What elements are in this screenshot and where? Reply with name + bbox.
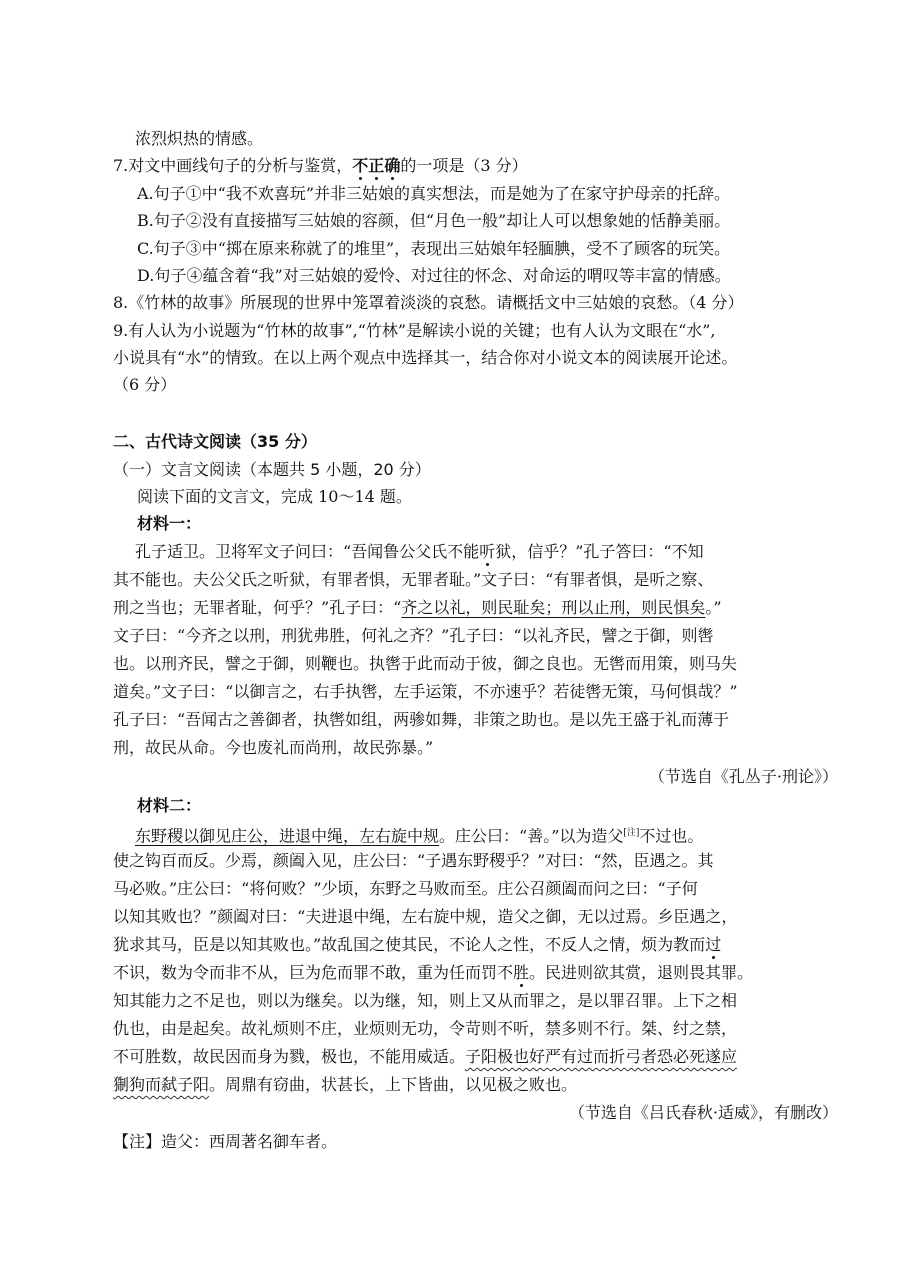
material2-line-1-mid: 。庄公曰：“善。”以为造父 <box>439 826 624 846</box>
footnote: 【注】造父：西周著名御车者。 <box>113 1132 338 1151</box>
q7-stem-neg-3: 确 <box>384 156 401 175</box>
q8-text: 8.《竹林的故事》所展现的世界中笼罩着淡淡的哀愁。请概括文中三姑娘的哀愁。（4 分） <box>113 293 744 312</box>
q7-option-b: B.句子②没有直接描写三姑娘的容颜，但“月色一般”却让人可以想象她的恬静美丽。 <box>137 211 731 230</box>
material2-heading: 材料二： <box>137 796 202 815</box>
material2-line-6-pre: 不识，数为令而非不从，巨为危而罪不敢，重为任而罚不 <box>113 963 514 982</box>
q7-stem-neg-2: 正 <box>368 156 385 175</box>
material2-line-3: 马必败。”庄公曰：“将何败？”少顷，东野之马败而至。庄公召颜阖而问之曰：“子何 <box>113 879 698 898</box>
q7-option-a: A.句子①中“我不欢喜玩”并非三姑娘的真实想法，而是她为了在家守护母亲的托辞。 <box>137 184 731 203</box>
material1-line-1 <box>135 541 704 563</box>
material2-line-9 <box>113 1046 737 1068</box>
material2-note-marker: [注] <box>623 828 640 838</box>
q7-stem <box>113 155 528 177</box>
q6-tail-text: 浓烈炽热的情感。 <box>135 129 264 148</box>
material2-dotted-char-2: 胜 <box>513 963 530 982</box>
material2-line-10-post: 。周鼎有窃曲，状甚长，上下皆曲，以见极之败也。 <box>209 1075 578 1094</box>
material1-line-5: 也。以刑齐民，譬之于御，则鞭也。执辔于此而动于彼，御之良也。无辔而用策，则马失 <box>113 654 738 673</box>
material1-source: （节选自《孔丛子·刑论》） <box>648 767 838 786</box>
section2-subtitle: （一）文言文阅读（本题共 5 小题，20 分） <box>113 460 431 479</box>
q9-line-2: 小说具有“水”的情致。在以上两个观点中选择其一，结合你对小说文本的阅读展开论述。 <box>113 348 738 367</box>
q9-line-3: （6 分） <box>113 375 177 394</box>
material1-heading: 材料一： <box>137 514 202 533</box>
material2-line-5 <box>113 934 721 956</box>
material2-line-7: 知其能力之不足也，则以为继矣。以为继，知，则上又从而罪之，是以罪召罪。上下之相 <box>113 991 738 1010</box>
material2-dotted-char-1: 过 <box>705 935 722 954</box>
material1-line-7: 孔子曰：“吾闻古之善御者，执辔如组，两骖如舞，非策之助也。是以先王盛于礼而薄于 <box>113 710 730 729</box>
q7-stem-post: 的一项是（3 分） <box>400 156 528 175</box>
q7-option-d: D.句子④蕴含着“我”对三姑娘的爱怜、对过往的怀念、对命运的喟叹等丰富的情感。 <box>137 266 731 285</box>
material1-line-1-pre: 孔子适卫。卫将军文子问曰：“吾闻鲁公父氏不能 <box>135 542 480 561</box>
material2-source: （节选自《吕氏春秋·适威》，有删改） <box>568 1103 838 1122</box>
material1-dotted-char: 听 <box>479 542 496 561</box>
material1-line-4: 文子曰：“今齐之以刑，刑犹弗胜，何礼之齐？”孔子曰：“以礼齐民，譬之于御，则辔 <box>113 626 714 645</box>
material1-line-2: 其不能也。夫公父氏之听狱，有罪者惧，无罪者耻。”文子曰：“有罪者惧，是听之察、 <box>113 570 714 589</box>
material2-line-6-post: 。民进则欲其赏，退则畏其罪。 <box>529 963 754 982</box>
material2-line-8: 仇也，由是起矣。故礼烦则不庄，业烦则无功，令苛则不听，禁多则不行。桀、纣之禁， <box>113 1019 738 1038</box>
q7-option-c: C.句子③中“掷在原来称就了的堆里”，表现出三姑娘年轻腼腆，受不了顾客的玩笑。 <box>137 239 731 258</box>
material1-line-3-post: 。” <box>705 598 722 617</box>
material1-line-8: 刑，故民从命。今也废礼而尚刑，故民弥暴。” <box>113 738 434 757</box>
material2-line-1 <box>135 822 703 847</box>
section2-title: 二、古代诗文阅读（35 分） <box>113 432 317 451</box>
material2-line-1-post: 不过也。 <box>639 826 704 846</box>
material2-line-10 <box>113 1074 577 1096</box>
material1-line-3-pre: 刑之当也；无罪者耻，何乎？”孔子曰：“ <box>113 598 402 617</box>
material2-line-6 <box>113 962 753 984</box>
material1-underlined-sentence: 齐之以礼，则民耻矣；刑以止刑，则民惧矣 <box>401 598 706 617</box>
material2-underlined-sentence: 东野稷以御见庄公，进退中绳，左右旋中规 <box>135 826 440 846</box>
q7-stem-pre: 7.对文中画线句子的分析与鉴赏， <box>113 156 353 175</box>
material2-line-9-pre: 不可胜数，故民因而身为戮，极也，不能用威适。 <box>113 1047 466 1066</box>
material2-wavy-sentence-part-2: 猘狗而弑子阳 <box>113 1075 210 1094</box>
q9-line-1: 9.有人认为小说题为“竹林的故事”,“竹林”是解读小说的关键；也有人认为文眼在“水”, <box>113 321 716 340</box>
material2-line-5-pre: 犹求其马，臣是以知其败也。”故乱国之使其民，不论人之性，不反人之情，烦为教而 <box>113 935 706 954</box>
material1-line-6: 道矣。”文子曰：“以御言之，右手执辔，左手运策，不亦速乎？若徒辔无策，马何惧哉？” <box>113 682 738 701</box>
material1-line-3 <box>113 597 722 619</box>
q7-stem-neg-1: 不 <box>352 156 369 175</box>
material2-wavy-sentence-part-1: 子阳极也好严有过而折弓者恐必死遂应 <box>465 1047 738 1066</box>
section2-instruction: 阅读下面的文言文，完成 10～14 题。 <box>137 487 412 506</box>
material2-line-4: 以知其败也？”颜阖对曰：“夫进退中绳，左右旋中规，造父之御，无以过焉。乡臣遇之， <box>113 907 738 926</box>
material2-line-2: 使之钩百而反。少焉，颜阖入见，庄公曰：“子遇东野稷乎？”对曰：“然，臣遇之。其 <box>113 851 714 870</box>
material1-line-1-post: 狱，信乎？”孔子答曰：“不知 <box>495 542 704 561</box>
